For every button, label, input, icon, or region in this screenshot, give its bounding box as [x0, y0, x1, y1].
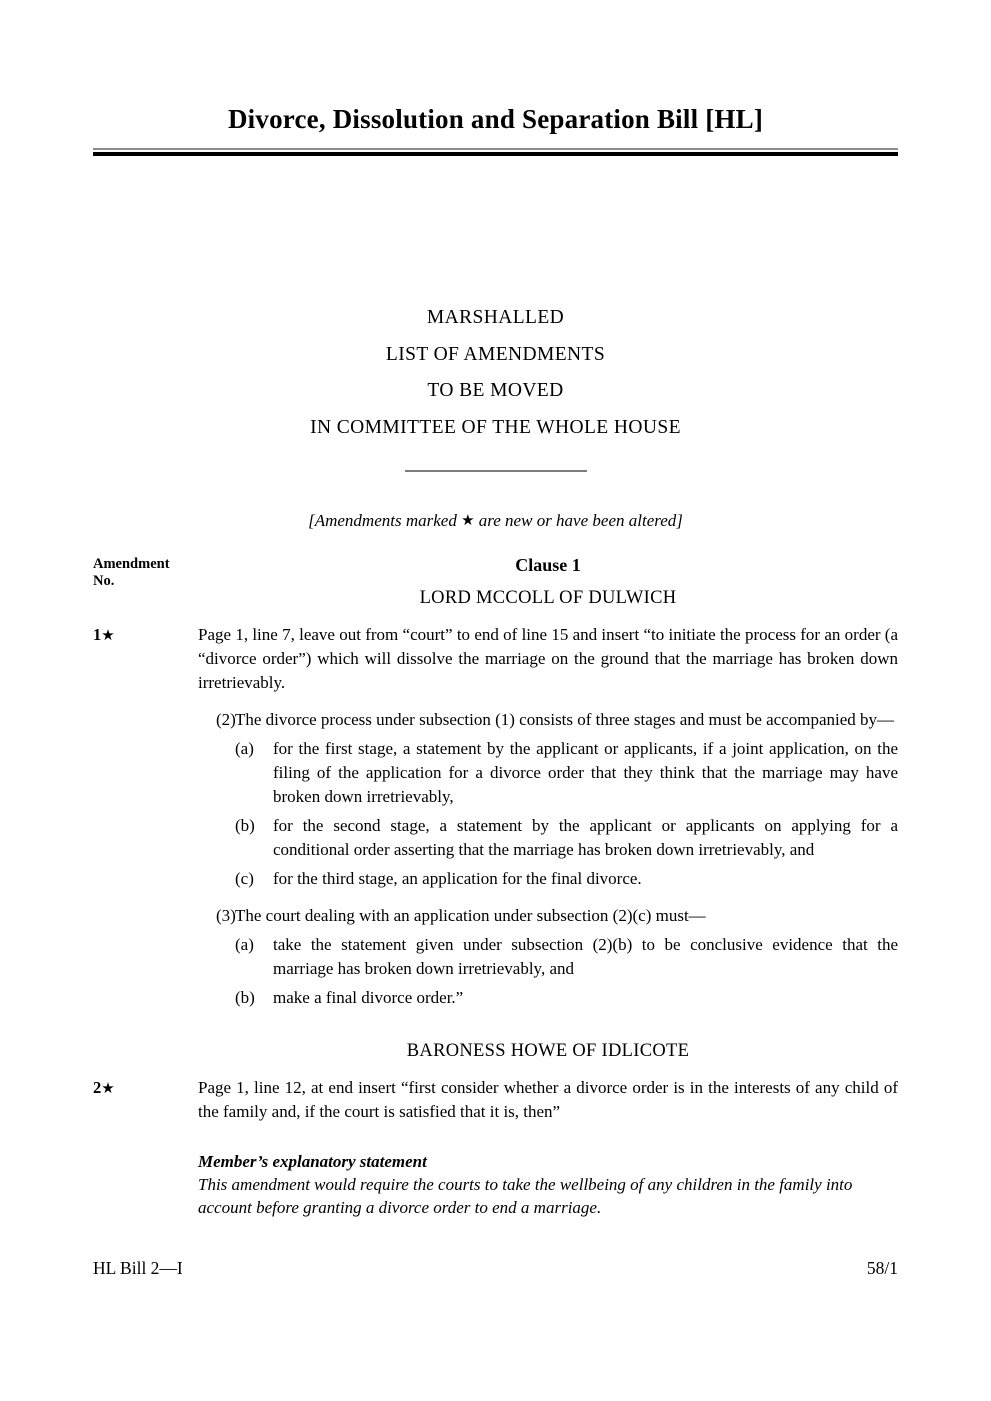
subsection-2-item-b-text: for the second stage, a statement by the applicant or applicants on applying for a conditional order asserting that the marriage has broken down irretrievably, and [273, 816, 898, 859]
title-rule-thick [93, 152, 898, 156]
amendment-label-line1: Amendment [93, 556, 170, 572]
subsection-2-item-c-marker: (c) [235, 869, 254, 888]
amendment-number-2 [93, 1076, 115, 1101]
member-name-baroness-howe: BARONESS HOWE OF IDLICOTE [406, 1041, 690, 1061]
heading-line-marshalled: MARSHALLED [426, 307, 565, 328]
footer-bill-number: HL Bill 2—I [93, 1258, 183, 1278]
explanatory-statement-block [198, 1150, 898, 1219]
subsection-2-item-b [235, 814, 898, 862]
heading-line-in-committee: IN COMMITTEE OF THE WHOLE HOUSE [310, 416, 681, 438]
amendment-entry-2 [93, 1076, 898, 1219]
page-footer [93, 1258, 898, 1279]
note-close-bracket: ] [676, 511, 683, 530]
star-icon: ★ [101, 628, 115, 644]
subsection-3-item-b-marker: (b) [235, 988, 255, 1007]
title-double-rule [93, 148, 898, 156]
member-name-lord-mccoll: LORD MCCOLL OF DULWICH [419, 588, 677, 608]
amendment-1-lead-text: Page 1, line 7, leave out from “court” to end of line 15 and insert “to initiate the process for an order (a “divorce order”) which will dissolve the marriage on the ground that the marriage has broken down irretrievably. [198, 625, 898, 692]
amendments-marked-note [93, 511, 898, 531]
amendment-entry-1 [93, 623, 898, 1010]
subsection-2-item-a-text: for the first stage, a statement by the applicant or applicants, if a joint application, on the filing of the application for a divorce order that they think that the marriage may have broken down irretrievably, [273, 739, 898, 806]
subsection-3-item-b [235, 986, 898, 1010]
subsection-2-item-a [235, 737, 898, 809]
note-text-before-star: Amendments marked [314, 511, 462, 530]
spacer-before-second-member [198, 1010, 898, 1040]
star-icon: ★ [461, 513, 475, 529]
subsection-3-item-a-marker: (a) [235, 935, 254, 954]
amendment-number-1-value: 1 [93, 625, 102, 644]
subsection-3-item-a-text: take the statement given under subsection (2)(b) to be conclusive evidence that the marriage has broken down irretrievably, and [273, 935, 898, 978]
explanatory-statement-title: Member’s explanatory statement [198, 1152, 427, 1171]
subsection-2-marker: (2) [216, 710, 236, 729]
subsection-3-text: The court dealing with an application under subsection (2)(c) must— [235, 906, 706, 925]
footer-page-number: 58/1 [866, 1258, 898, 1278]
subsection-2-item-b-marker: (b) [235, 816, 255, 835]
amendment-number-1 [93, 623, 115, 648]
subsection-2-item-a-marker: (a) [235, 739, 254, 758]
subsection-2-item-c-text: for the third stage, an application for the final divorce. [273, 869, 642, 888]
amendment-number-column-label [93, 556, 193, 590]
subsection-2 [198, 708, 898, 891]
body-column [93, 554, 898, 1219]
page-title: Divorce, Dissolution and Separation Bill [HL] [227, 104, 764, 134]
amendment-2-lead-text: Page 1, line 12, at end insert “first consider whether a divorce order is in the interests of any child of the family and, if the court is satisfied that it is, then” [198, 1078, 898, 1121]
clause-heading: Clause 1 [515, 555, 581, 575]
amendment-label-line2: No. [93, 573, 115, 589]
subsection-3 [198, 904, 898, 1010]
subsection-3-marker: (3) [216, 906, 236, 925]
amendment-number-2-value: 2 [93, 1078, 102, 1097]
subsection-3-item-b-text: make a final divorce order.” [273, 988, 464, 1007]
heading-stack [93, 300, 898, 472]
section-divider-rule [405, 470, 587, 472]
note-open-bracket: [ [308, 511, 315, 530]
subsection-3-item-a [235, 933, 898, 981]
star-icon: ★ [101, 1081, 115, 1097]
note-text-after-star: are new or have been altered [474, 511, 677, 530]
subsection-2-text: The divorce process under subsection (1) consists of three stages and must be accompanied by— [235, 710, 895, 729]
heading-line-to-be-moved: TO BE MOVED [427, 380, 564, 401]
title-block [93, 104, 898, 156]
explanatory-statement-body: This amendment would require the courts to take the wellbeing of any children in the family into account before granting a divorce order to end a marriage. [198, 1175, 853, 1217]
subsection-2-item-c [235, 867, 898, 891]
heading-line-list-of-amendments: LIST OF AMENDMENTS [385, 343, 606, 365]
